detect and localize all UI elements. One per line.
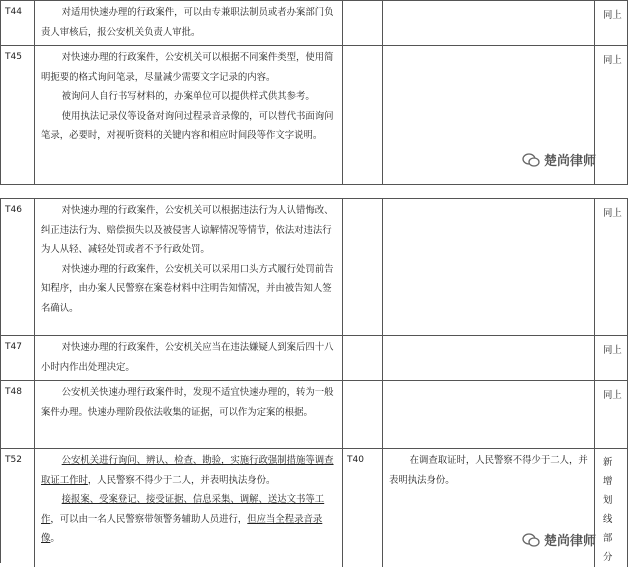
article-text: 对快速办理的行政案件，公安机关可以根据不同案件类型，使用简明扼要的格式询问笔录，尽量减少需要文字记录的内容。 [41, 52, 334, 83]
status-text: 同上 [603, 10, 622, 21]
status-text: 同上 [603, 55, 622, 66]
status-text: 新增 划线 部分 [603, 457, 613, 563]
article-number: T52 [5, 455, 22, 465]
amended-text: 但应当全程录音录像 [41, 513, 323, 544]
table-row [1, 1, 628, 46]
table-row [1, 449, 628, 567]
watermark: 楚尚律师 [522, 150, 596, 169]
old-text-cell [383, 199, 595, 335]
article-number: T45 [5, 52, 22, 62]
amended-text: 公安机关进行询问、辨认、检查、勘验，实施行政强制措施等调查取证工作时 [41, 455, 334, 486]
old-article-text: 在调查取证时，人民警察不得少于二人，并表明执法身份。 [389, 455, 588, 486]
old-text-cell [383, 1, 595, 45]
old-article-number: T40 [347, 455, 364, 465]
article-text: 对快速办理的行政案件，公安机关可以采用口头方式履行处罚前告知程序，由办案人民警察在案卷材料中注明告知情况，并由被告知人签名确认。 [41, 263, 334, 314]
wechat-icon [522, 533, 540, 547]
old-number-cell [343, 199, 383, 335]
status-text: 同上 [603, 345, 622, 356]
amended-text: 接报案、受案登记、接受证据、信息采集、调解、送达文书等工作 [41, 494, 325, 525]
article-text: 被询问人自行书写材料的，办案单位可以提供样式供其参考。 [61, 91, 315, 102]
article-number: T46 [5, 205, 22, 215]
old-text-cell [383, 381, 595, 448]
watermark: 楚尚律师 [522, 530, 596, 549]
article-text: 使用执法记录仪等设备对询问过程录音录像的，可以替代书面询问笔录，必要时，对视听资料的关键内容和相应时间段等作文字说明。 [41, 110, 334, 141]
article-number: T48 [5, 387, 22, 397]
article-text: 接报案、受案登记、接受证据、信息采集、调解、送达文书等工作，可以由一名人民警察带领警务辅助人员进行，但应当全程录音录像。 [41, 494, 325, 544]
table-row [1, 199, 628, 336]
old-number-cell [343, 46, 383, 184]
old-number-cell [343, 1, 383, 45]
article-text: 公安机关快速办理行政案件时，发现不适宜快速办理的，转为一般案件办理。快速办理阶段依法收集的证据，可以作为定案的根据。 [41, 387, 334, 418]
old-number-cell [343, 336, 383, 380]
status-text: 同上 [603, 208, 622, 219]
article-number: T47 [5, 342, 22, 352]
table-row [1, 381, 628, 449]
comparison-table-bottom [0, 198, 628, 563]
old-number-cell [343, 381, 383, 448]
article-number: T44 [5, 7, 22, 17]
article-text: 对快速办理的行政案件，公安机关应当在违法嫌疑人到案后四十八小时内作出处理决定。 [41, 342, 334, 373]
table-row [1, 336, 628, 381]
article-text: 公安机关进行询问、辨认、检查、勘验，实施行政强制措施等调查取证工作时，人民警察不得少于二人，并表明执法身份。 [41, 455, 334, 486]
status-text: 同上 [603, 390, 622, 401]
article-text: 对适用快速办理的行政案件，可以由专兼职法制员或者办案部门负责人审核后，报公安机关负责人审批。 [41, 7, 334, 38]
wechat-icon [522, 153, 540, 167]
old-text-cell [383, 336, 595, 380]
article-text: 对快速办理的行政案件，公安机关可以根据违法行为人认错悔改、纠正违法行为、赔偿损失以及被侵害人谅解情况等情节，依法对违法行为人从轻、减轻处罚或者不予行政处罚。 [41, 205, 334, 255]
